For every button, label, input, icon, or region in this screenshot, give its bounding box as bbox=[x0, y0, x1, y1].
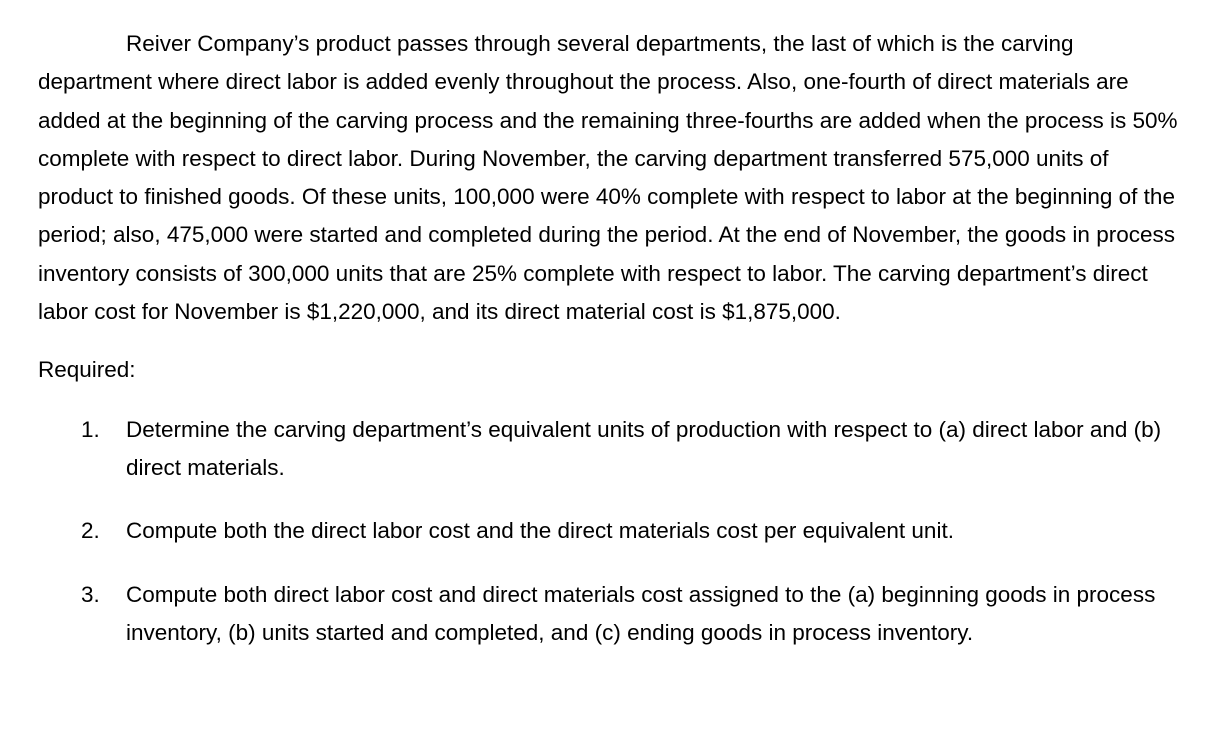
question-item-1 bbox=[38, 411, 1180, 488]
question-number: 1. bbox=[81, 416, 100, 442]
question-item-3 bbox=[38, 576, 1180, 653]
question-number: 3. bbox=[81, 581, 100, 607]
question-item-2 bbox=[38, 512, 1180, 550]
question-list bbox=[38, 411, 1180, 652]
question-text: Compute both the direct labor cost and the direct materials cost per equivalent unit. bbox=[126, 518, 954, 544]
required-heading: Required: bbox=[38, 357, 136, 383]
question-text: Determine the carving department’s equivalent units of production with respect to (a) direct labor and (b) direct materials. bbox=[126, 416, 1162, 480]
problem-statement: Reiver Company’s product passes through several departments, the last of which is the carving department where direct labor is added evenly throughout the process. Also, one-fourth of direct materials are added at the beginning of the carving process and the remaining three-fourths are added when the process is 50% complete with respect to direct labor. During November, the carving department transferred 575,000 units of product to finished goods. Of these units, 100,000 were 40% complete with respect to labor at the beginning of the period; also, 475,000 were started and completed during the period. At the end of November, the goods in process inventory consists of 300,000 units that are 25% complete with respect to labor. The carving department’s direct labor cost for November is $1,220,000, and its direct material cost is $1,875,000. bbox=[38, 31, 1178, 325]
question-text: Compute both direct labor cost and direct materials cost assigned to the (a) beginning goods in process inventory, (b) units started and completed, and (c) ending goods in process inventory. bbox=[126, 581, 1156, 645]
question-number: 2. bbox=[81, 518, 100, 544]
